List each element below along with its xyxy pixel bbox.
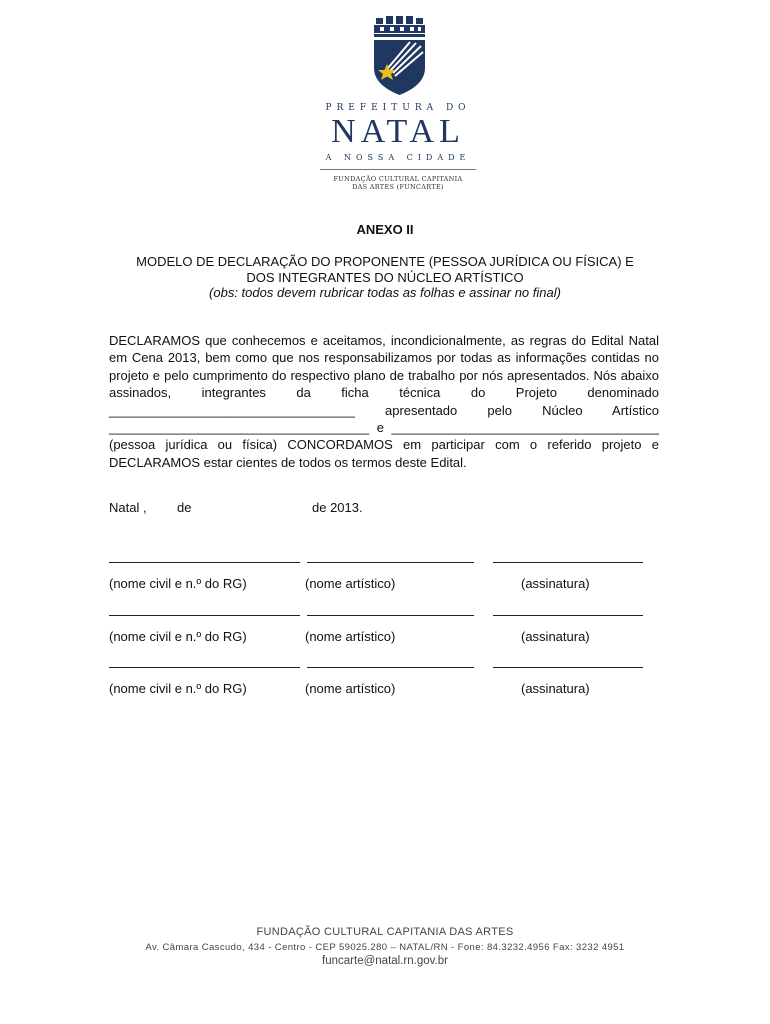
declaration-part4: (pessoa jurídica ou física) CONCORDAMOS em participar com o referido projeto e DECLARAMOS estar cientes de todos os termos deste Edital. <box>109 437 659 470</box>
civil-name-caption: (nome civil e n.º do RG) <box>109 576 247 591</box>
letterhead-city: NATAL <box>331 113 465 150</box>
declaration-part3: e <box>376 420 384 436</box>
project-name-blank[interactable]: __________________________________ <box>109 402 355 418</box>
civil-name-line[interactable] <box>109 667 300 668</box>
footer-address: Av. Câmara Cascudo, 434 - Centro - CEP 59025.280 – NATAL/RN - Fone: 84.3232.4956 Fax: 3232 4951 <box>145 942 625 953</box>
artistic-name-line[interactable] <box>307 562 474 563</box>
artistic-name-line[interactable] <box>307 615 474 616</box>
subtitle-line2: DOS INTEGRANTES DO NÚCLEO ARTÍSTICO <box>246 270 524 285</box>
footer-email[interactable]: funcarte@natal.rn.gov.br <box>322 955 448 967</box>
footer-organization: FUNDAÇÃO CULTURAL CAPITANIA DAS ARTES <box>256 926 514 938</box>
date-de-day: de <box>177 500 192 515</box>
letterhead-foundation-line2: DAS ARTES (FUNCARTE) <box>352 183 444 191</box>
civil-name-caption: (nome civil e n.º do RG) <box>109 681 247 696</box>
city-crest-logo <box>368 16 430 96</box>
signature-line[interactable] <box>493 562 643 563</box>
civil-name-line[interactable] <box>109 562 300 563</box>
declaration-paragraph <box>109 332 659 471</box>
entity-name-blank[interactable]: _____________________________________ <box>391 420 659 436</box>
signature-caption: (assinatura) <box>521 681 590 696</box>
civil-name-caption: (nome civil e n.º do RG) <box>109 629 247 644</box>
signature-line[interactable] <box>493 667 643 668</box>
signature-row-1 <box>0 562 770 602</box>
subtitle-line1: MODELO DE DECLARAÇÃO DO PROPONENTE (PESSOA JURÍDICA OU FÍSICA) E <box>136 254 634 269</box>
artistic-name-caption: (nome artístico) <box>305 681 396 696</box>
artistic-name-caption: (nome artístico) <box>305 629 396 644</box>
artistic-name-caption: (nome artístico) <box>305 576 396 591</box>
nucleus-name-blank[interactable]: ____________________________________ <box>109 420 370 436</box>
document-subtitle <box>106 254 664 286</box>
signature-caption: (assinatura) <box>521 629 590 644</box>
date-city: Natal , <box>109 500 147 515</box>
signature-line[interactable] <box>493 615 643 616</box>
declaration-part1: DECLARAMOS que conhecemos e aceitamos, incondicionalmente, as regras do Edital Natal em Cena 2013, bem como que nos responsabilizamos por todas as informações contidas no projeto e pelo cumprimento do respectivo plano de trabalho por nós apresentados. Nós abaixo assinados, integrantes da ficha técnica do Projeto denominado <box>109 333 659 401</box>
letterhead-foundation-line1: FUNDAÇÃO CULTURAL CAPITANIA <box>333 175 463 183</box>
letterhead-divider <box>320 169 476 170</box>
document-title: ANEXO II <box>356 222 414 237</box>
letterhead-prefeitura: PREFEITURA DO <box>325 103 471 113</box>
letterhead-motto: A NOSSA CIDADE <box>325 153 471 162</box>
document-note: (obs: todos devem rubricar todas as folhas e assinar no final) <box>209 285 561 300</box>
signature-row-2 <box>0 615 770 655</box>
date-de-year: de 2013. <box>312 500 363 515</box>
signature-caption: (assinatura) <box>521 576 590 591</box>
declaration-part2: apresentado pelo Núcleo Artístico <box>384 402 659 418</box>
civil-name-line[interactable] <box>109 615 300 616</box>
letterhead-foundation <box>300 175 496 191</box>
artistic-name-line[interactable] <box>307 667 474 668</box>
signature-row-3 <box>0 667 770 707</box>
